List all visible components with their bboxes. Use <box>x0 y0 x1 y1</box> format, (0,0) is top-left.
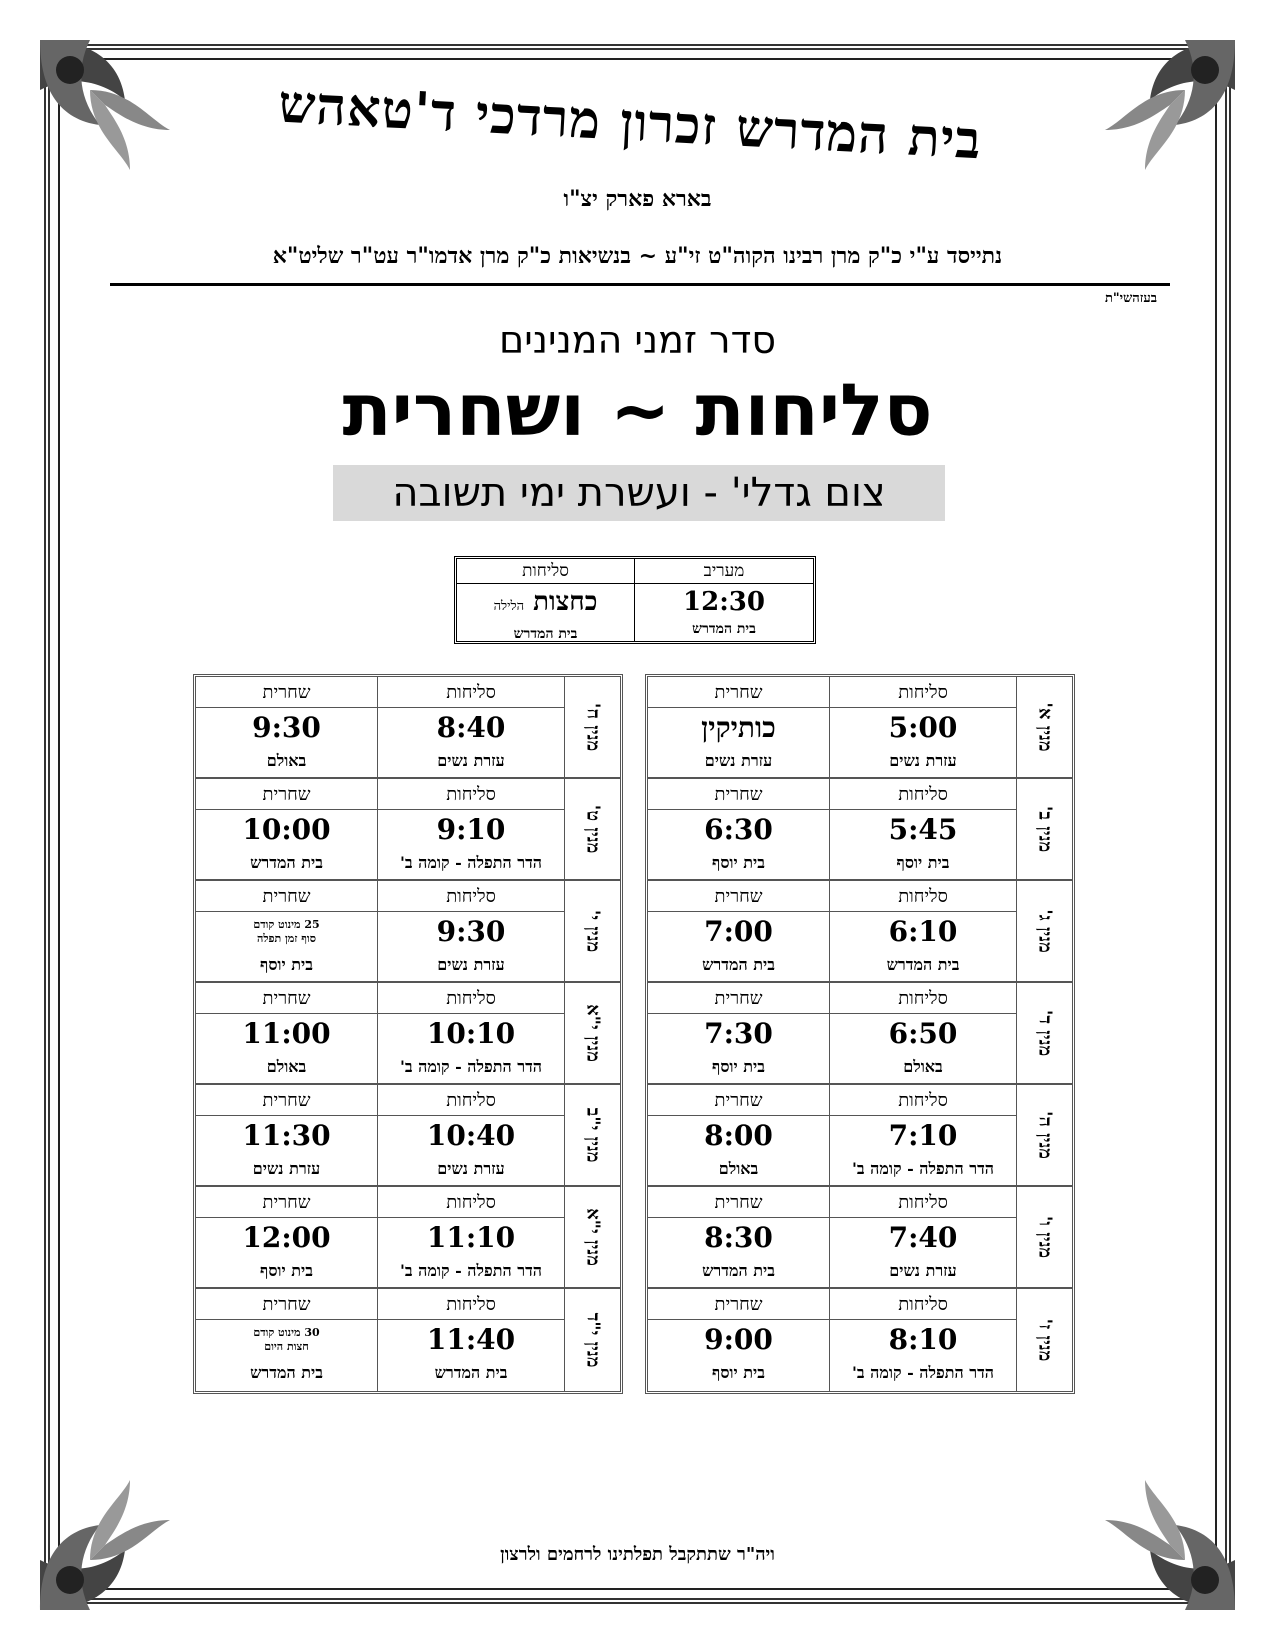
minyan-row <box>196 881 620 983</box>
shachris-cell <box>196 881 377 981</box>
minyan-label: מנין ד' <box>1034 1009 1055 1057</box>
chatzos-suffix: הלילה <box>493 599 525 614</box>
minyan-row <box>648 881 1072 983</box>
shachris-time: 7:30 <box>704 1017 773 1050</box>
slichos-cell <box>829 983 1016 1083</box>
shachris-header: שחרית <box>196 1085 377 1116</box>
minyan-label-cell <box>1016 779 1072 879</box>
minyan-label: מנין ח' <box>582 702 603 752</box>
shachris-time: כותיקין <box>701 711 776 744</box>
minyan-label-cell <box>564 677 620 777</box>
slichos-time: 7:10 <box>888 1119 958 1152</box>
slichos-time: 6:10 <box>888 915 958 948</box>
shachris-time: 9:00 <box>704 1323 773 1356</box>
minyan-label-cell <box>1016 983 1072 1083</box>
slichos-header: סליחות <box>378 983 564 1014</box>
shachris-time: 9:30 <box>252 711 321 744</box>
shachris-cell <box>648 779 829 879</box>
maariv-column <box>635 559 813 641</box>
slichos-header: סליחות <box>378 779 564 810</box>
shachris-time: 7:00 <box>704 915 773 948</box>
slichos-time: 5:45 <box>888 813 958 846</box>
minyan-grid-right <box>645 674 1075 1394</box>
minyan-row <box>648 677 1072 779</box>
shachris-header: שחרית <box>196 1187 377 1218</box>
minyan-row <box>196 779 620 881</box>
slichos-header: סליחות <box>830 983 1016 1014</box>
chatzos-slichos-time <box>457 584 634 625</box>
slichos-time: 9:30 <box>436 915 506 948</box>
slichos-place: עזרת נשים <box>437 1159 505 1178</box>
minyan-label-cell <box>564 779 620 879</box>
slichos-place: עזרת נשים <box>889 751 957 770</box>
footer-blessing: ויה"ר שתתקבל תפלתינו לרחמים ולרצון <box>500 1544 775 1565</box>
minyan-row <box>196 1085 620 1187</box>
minyan-label: מנין ז' <box>1034 1318 1055 1362</box>
shachris-place: בית יוסף <box>712 853 765 872</box>
minyan-label: מנין ו' <box>1034 1215 1055 1259</box>
minyan-label: מנין א' <box>1034 702 1055 752</box>
slichos-time: 7:40 <box>888 1221 958 1254</box>
shachris-header: שחרית <box>648 983 829 1014</box>
slichos-place: הדר התפלה - קומה ב' <box>400 1261 542 1280</box>
minyan-row <box>196 677 620 779</box>
chatzos-slichos-header: סליחות <box>457 559 634 584</box>
shachris-cell <box>648 1085 829 1185</box>
shachris-note <box>196 1320 377 1360</box>
shachris-cell <box>648 881 829 981</box>
shachris-header: שחרית <box>196 983 377 1014</box>
maariv-header: מעריב <box>635 559 813 584</box>
shachris-header: שחרית <box>648 677 829 708</box>
slichos-cell <box>377 779 564 879</box>
chatzos-word: כחצות <box>533 587 598 617</box>
minyan-grid-left <box>193 674 623 1394</box>
institution-title: בית המדרש זכרון מרדכי ד'טאהש <box>276 73 984 172</box>
slichos-cell <box>829 677 1016 777</box>
location-line: בארא פארק יצ"ו <box>563 186 712 212</box>
slichos-cell <box>829 1187 1016 1287</box>
shachris-time: 6:30 <box>704 813 773 846</box>
shachris-time: 11:00 <box>242 1017 331 1050</box>
minyan-label: מנין י"ב <box>582 1107 603 1163</box>
minyan-label-cell <box>1016 677 1072 777</box>
slichos-place: הדר התפלה - קומה ב' <box>852 1159 994 1178</box>
shachris-note <box>196 912 377 952</box>
slichos-place: הדר התפלה - קומה ב' <box>852 1363 994 1382</box>
minyan-row <box>648 983 1072 1085</box>
shachris-time: 10:00 <box>242 813 331 846</box>
maariv-slichos-table <box>454 556 816 644</box>
bsd-mark: בעזהשי"ת <box>1104 291 1157 306</box>
slichos-place: בית המדרש <box>434 1363 508 1382</box>
shachris-cell <box>196 677 377 777</box>
slichos-header: סליחות <box>378 1085 564 1116</box>
header-divider <box>110 283 1170 286</box>
maariv-place: בית המדרש <box>692 621 756 637</box>
shachris-header: שחרית <box>648 881 829 912</box>
shachris-cell <box>648 677 829 777</box>
shachris-note-line: 25 מינוט קודם <box>253 918 320 931</box>
shachris-place: באולם <box>266 751 307 770</box>
slichos-header: סליחות <box>830 1187 1016 1218</box>
sub-title: צום גדלי' - ועשרת ימי תשובה <box>333 465 945 521</box>
minyan-label: מנין י"ד <box>582 1312 603 1368</box>
shachris-cell <box>648 1187 829 1287</box>
slichos-time: 9:10 <box>436 813 506 846</box>
slichos-header: סליחות <box>378 881 564 912</box>
slichos-time: 10:10 <box>426 1017 516 1050</box>
minyan-label-cell <box>564 1187 620 1287</box>
shachris-place: בית המדרש <box>702 1261 775 1280</box>
shachris-note-line: חצות היום <box>264 1340 309 1353</box>
shachris-place: באולם <box>718 1159 759 1178</box>
slichos-cell <box>829 1289 1016 1391</box>
slichos-place: עזרת נשים <box>889 1261 957 1280</box>
minyan-label-cell <box>564 1085 620 1185</box>
slichos-header: סליחות <box>378 677 564 708</box>
minyan-label: מנין ג' <box>1034 909 1055 953</box>
minyan-row <box>196 1289 620 1391</box>
ornament-corner-icon <box>1095 30 1245 180</box>
minyan-label: מנין י"א <box>582 1208 603 1266</box>
minyan-label-cell <box>1016 1085 1072 1185</box>
maariv-time: 12:30 <box>683 587 765 617</box>
slichos-header: סליחות <box>830 1085 1016 1116</box>
slichos-place: באולם <box>903 1057 943 1076</box>
minyan-label-cell <box>1016 1187 1072 1287</box>
shachris-place: בית המדרש <box>250 1363 323 1382</box>
shachris-place: באולם <box>266 1057 307 1076</box>
slichos-header: סליחות <box>830 881 1016 912</box>
slichos-cell <box>829 779 1016 879</box>
slichos-place: הדר התפלה - קומה ב' <box>400 1057 542 1076</box>
shachris-time: 8:00 <box>704 1119 773 1152</box>
slichos-place: עזרת נשים <box>437 955 505 974</box>
shachris-place: בית המדרש <box>702 955 775 974</box>
minyan-label: מנין ה' <box>1034 1111 1055 1159</box>
shachris-place: בית יוסף <box>712 1363 765 1382</box>
minyan-label-cell <box>1016 881 1072 981</box>
slichos-header: סליחות <box>378 1289 564 1320</box>
slichos-cell <box>377 677 564 777</box>
shachris-cell <box>196 1187 377 1287</box>
minyan-label-cell <box>564 983 620 1083</box>
slichos-time: 8:10 <box>888 1323 958 1356</box>
shachris-cell <box>196 1289 377 1391</box>
shachris-place: עזרת נשים <box>704 751 773 770</box>
shachris-place: בית המדרש <box>250 853 323 872</box>
shachris-header: שחרית <box>196 881 377 912</box>
ornament-corner-icon <box>30 30 180 180</box>
order-title: סדר זמני המנינים <box>499 318 776 362</box>
minyan-row <box>196 1187 620 1289</box>
minyan-label-cell <box>564 881 620 981</box>
shachris-place: בית יוסף <box>260 1261 313 1280</box>
slichos-time: 5:00 <box>888 711 958 744</box>
chatzos-slichos-place: בית המדרש <box>513 626 578 642</box>
shachris-place: בית יוסף <box>712 1057 765 1076</box>
slichos-place: בית יוסף <box>896 853 950 872</box>
slichos-header: סליחות <box>830 779 1016 810</box>
minyan-row <box>648 1289 1072 1391</box>
slichos-place: עזרת נשים <box>437 751 505 770</box>
shachris-header: שחרית <box>648 1085 829 1116</box>
minyan-label: מנין י' <box>582 909 603 953</box>
minyan-row <box>648 779 1072 881</box>
slichos-time: 8:40 <box>436 711 506 744</box>
shachris-header: שחרית <box>196 779 377 810</box>
slichos-cell <box>377 983 564 1083</box>
shachris-note-line: סוף זמן תפלה <box>257 932 316 945</box>
slichos-cell <box>377 1187 564 1287</box>
minyan-row <box>648 1187 1072 1289</box>
shachris-place: עזרת נשים <box>252 1159 321 1178</box>
minyan-label-cell <box>564 1289 620 1391</box>
shachris-time: 8:30 <box>704 1221 773 1254</box>
shachris-cell <box>648 1289 829 1391</box>
slichos-time: 6:50 <box>888 1017 958 1050</box>
slichos-time: 11:10 <box>426 1221 516 1254</box>
slichos-header: סליחות <box>830 1289 1016 1320</box>
minyan-label-cell <box>1016 1289 1072 1391</box>
main-title: סליחות ~ ושחרית <box>342 368 933 452</box>
shachris-time: 11:30 <box>242 1119 331 1152</box>
minyan-label: מנין ט' <box>582 804 603 854</box>
shachris-time: 12:00 <box>242 1221 331 1254</box>
shachris-place: בית יוסף <box>260 955 313 974</box>
slichos-cell <box>829 881 1016 981</box>
shachris-header: שחרית <box>196 677 377 708</box>
slichos-place: הדר התפלה - קומה ב' <box>400 853 542 872</box>
minyan-label: מנין ב' <box>1034 805 1055 853</box>
founded-line: נתייסד ע"י כ"ק מרן רבינו הקוה"ט זי"ע ~ בנשיאות כ"ק מרן אדמו"ר עט"ר שליט"א <box>272 243 1003 269</box>
shachris-cell <box>196 1085 377 1185</box>
slichos-time: 10:40 <box>426 1119 516 1152</box>
minyan-row <box>196 983 620 1085</box>
slichos-time: 11:40 <box>426 1323 516 1356</box>
chatzos-slichos-column <box>457 559 635 641</box>
shachris-cell <box>196 779 377 879</box>
shachris-header: שחרית <box>196 1289 377 1320</box>
shachris-header: שחרית <box>648 1289 829 1320</box>
shachris-cell <box>648 983 829 1083</box>
slichos-cell <box>377 1289 564 1391</box>
slichos-header: סליחות <box>378 1187 564 1218</box>
shachris-note-line: 30 מינוט קודם <box>253 1326 320 1339</box>
shachris-header: שחרית <box>648 1187 829 1218</box>
shachris-cell <box>196 983 377 1083</box>
slichos-cell <box>377 1085 564 1185</box>
slichos-header: סליחות <box>830 677 1016 708</box>
minyan-label: מנין י"א <box>582 1004 603 1062</box>
shachris-header: שחרית <box>648 779 829 810</box>
minyan-row <box>648 1085 1072 1187</box>
slichos-place: בית המדרש <box>886 955 960 974</box>
slichos-cell <box>377 881 564 981</box>
slichos-cell <box>829 1085 1016 1185</box>
